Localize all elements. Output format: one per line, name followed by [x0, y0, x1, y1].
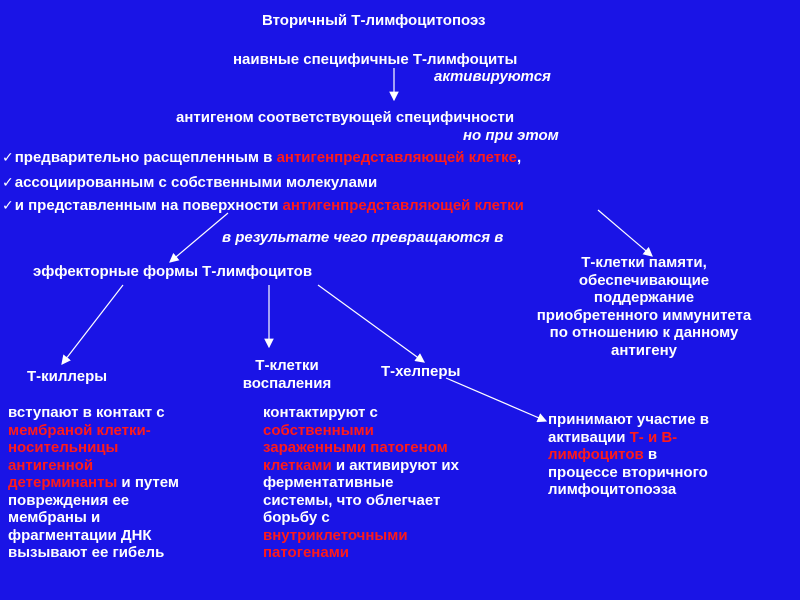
- t-inflammation-cells: Т-клетки воспаления: [242, 357, 332, 392]
- description-line: лимфоцитопоэза: [548, 481, 677, 498]
- description-line: фрагментации ДНК: [8, 526, 152, 544]
- killers-description: [8, 404, 179, 562]
- check-icon: ✓: [2, 149, 14, 165]
- t-helpers: Т-хелперы: [381, 363, 461, 380]
- check-icon: ✓: [2, 174, 14, 190]
- description-line: мембраной клетки-: [8, 421, 151, 439]
- description-line: мембраны и: [8, 509, 101, 526]
- description-line: внутриклеточными: [263, 526, 408, 544]
- helpers-description: [548, 411, 709, 499]
- description-line: процессе вторичного: [548, 463, 708, 481]
- description-line: антигенной: [8, 456, 94, 474]
- description-line: борьбу с: [263, 509, 330, 526]
- description-line: вступают в контакт с: [8, 404, 165, 421]
- description-line: контактируют с: [263, 404, 378, 421]
- t-killers: Т-киллеры: [27, 368, 108, 385]
- check-icon: ✓: [2, 197, 14, 213]
- arrow-to-killers: [62, 285, 123, 364]
- description-line: повреждения ее: [8, 491, 130, 509]
- antigen-specificity: антигеном соответствующей специфичности: [176, 109, 515, 126]
- arrow-to-memory: [598, 210, 652, 256]
- description-line: лимфоцитов в: [548, 446, 658, 463]
- but-label: но при этом: [463, 127, 559, 144]
- arrow-to-helpers: [318, 285, 424, 362]
- description-line: вызывают ее гибель: [8, 544, 165, 561]
- description-line: носительницы: [8, 439, 119, 456]
- condition-3: ✓и представленным на поверхности антигенпредставляющей клетки: [2, 197, 524, 214]
- arrow-helpers-to-desc: [446, 378, 546, 421]
- memory-cells: Т-клетки памяти, обеспечивающие поддержание приобретенного иммунитета по отношению к данному антигену: [536, 254, 752, 359]
- result-label: в результате чего превращаются в: [222, 229, 504, 246]
- arrow-to-effector: [170, 213, 228, 262]
- description-line: принимают участие в: [548, 411, 709, 428]
- page-title: Вторичный Т-лимфоцитопоэз: [262, 12, 486, 29]
- description-line: ферментативные: [263, 474, 394, 491]
- activated-label: активируются: [434, 68, 551, 85]
- description-line: клетками и активируют их: [263, 456, 459, 474]
- condition-1: ✓предварительно расщепленным в антигенпредставляющей клетке,: [2, 149, 522, 166]
- description-line: детерминанты и путем: [8, 474, 179, 491]
- description-line: активации Т- и В-: [548, 428, 678, 446]
- description-line: патогенами: [263, 544, 350, 561]
- inflammation-description: [263, 404, 459, 562]
- description-line: системы, что облегчает: [263, 491, 441, 509]
- naive-t-lymphocytes: наивные специфичные Т-лимфоциты: [233, 51, 518, 68]
- description-line: собственными: [263, 421, 374, 439]
- description-line: зараженными патогеном: [263, 439, 448, 456]
- condition-2: ✓ассоциированным с собственными молекулами: [2, 174, 378, 191]
- effector-forms: эффекторные формы Т-лимфоцитов: [33, 263, 313, 280]
